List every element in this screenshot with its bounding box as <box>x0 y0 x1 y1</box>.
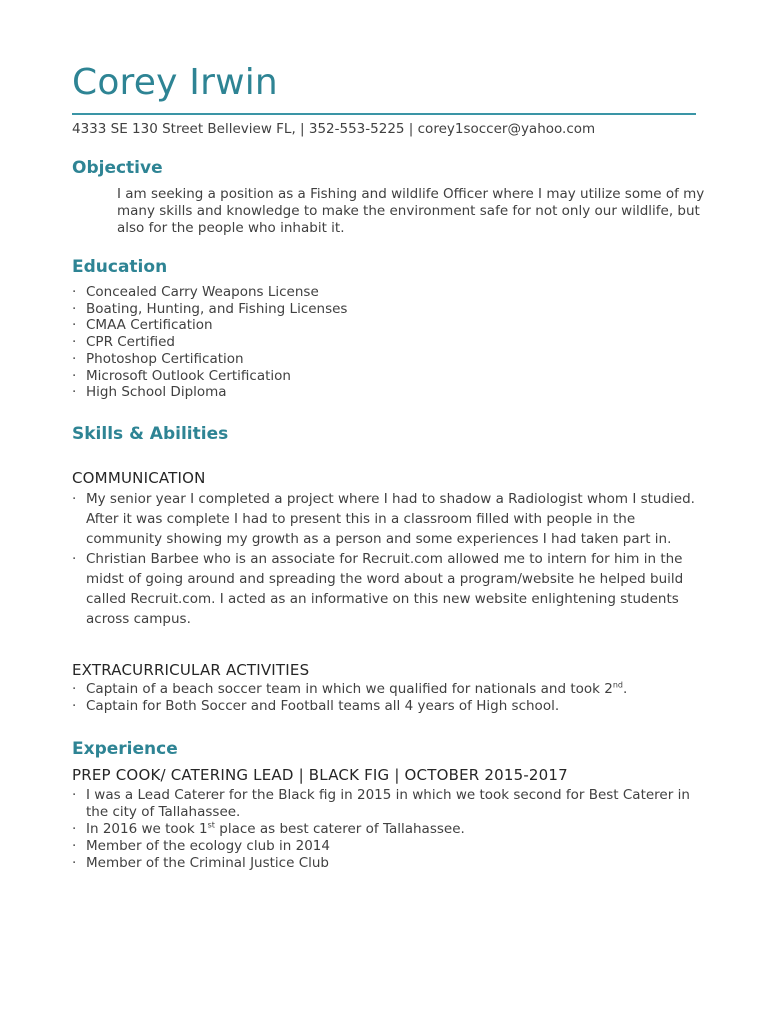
list-item: · Photoshop Certification <box>72 351 347 368</box>
item-text: In 2016 we took 1 <box>86 821 208 837</box>
list-item: · Member of the ecology club in 2014 <box>72 838 696 855</box>
communication-heading: COMMUNICATION <box>72 469 206 487</box>
superscript: st <box>207 820 215 830</box>
extracurricular-list <box>72 681 627 714</box>
education-heading: Education <box>72 257 168 277</box>
header-divider <box>72 113 696 115</box>
skills-heading: Skills & Abilities <box>72 424 229 444</box>
experience-list <box>72 787 696 872</box>
list-item: · Concealed Carry Weapons License <box>72 284 347 301</box>
list-item <box>72 821 696 838</box>
contact-info: 4333 SE 130 Street Belleview FL, | 352-553-5225 | corey1soccer@yahoo.com <box>72 121 596 137</box>
list-item: · I was a Lead Caterer for the Black fig in 2015 in which we took second for Best Caterer in the city of Tallahassee. <box>72 787 696 821</box>
list-item: · Boating, Hunting, and Fishing Licenses <box>72 301 347 318</box>
list-item <box>72 681 627 698</box>
superscript: nd <box>612 680 623 690</box>
list-item: · Member of the Criminal Justice Club <box>72 855 696 872</box>
item-end: . <box>623 681 628 697</box>
objective-heading: Objective <box>72 158 163 178</box>
objective-text: I am seeking a position as a Fishing and wildlife Officer where I may utilize some of my many skills and knowledge to make the environment safe for not only our wildlife, but also for the people who inhabit it. <box>117 186 705 236</box>
list-item: · CMAA Certification <box>72 317 347 334</box>
list-item: · Microsoft Outlook Certification <box>72 368 347 385</box>
experience-heading: Experience <box>72 739 178 759</box>
education-list <box>72 284 347 401</box>
list-item: · My senior year I completed a project where I had to shadow a Radiologist whom I studied. After it was complete I had to present this in a classroom filled with people in the community showing my growth as a person and some experiences I had taken part in. <box>72 489 696 549</box>
job-title: PREP COOK/ CATERING LEAD | BLACK FIG | OCTOBER 2015-2017 <box>72 766 568 784</box>
candidate-name: Corey Irwin <box>72 62 278 103</box>
list-item: · Christian Barbee who is an associate for Recruit.com allowed me to intern for him in the midst of going around and spreading the word about a program/website he helped build called Recruit.com. I acted as an informative on this new website enlightening students across campus. <box>72 549 696 629</box>
extracurricular-heading: EXTRACURRICULAR ACTIVITIES <box>72 661 310 679</box>
item-text: Captain of a beach soccer team in which we qualified for nationals and took 2 <box>86 681 613 697</box>
list-item: · CPR Certified <box>72 334 347 351</box>
item-end: place as best caterer of Tallahassee. <box>214 821 465 837</box>
communication-list <box>72 489 696 629</box>
list-item: · Captain for Both Soccer and Football teams all 4 years of High school. <box>72 698 627 715</box>
list-item: · High School Diploma <box>72 384 347 401</box>
